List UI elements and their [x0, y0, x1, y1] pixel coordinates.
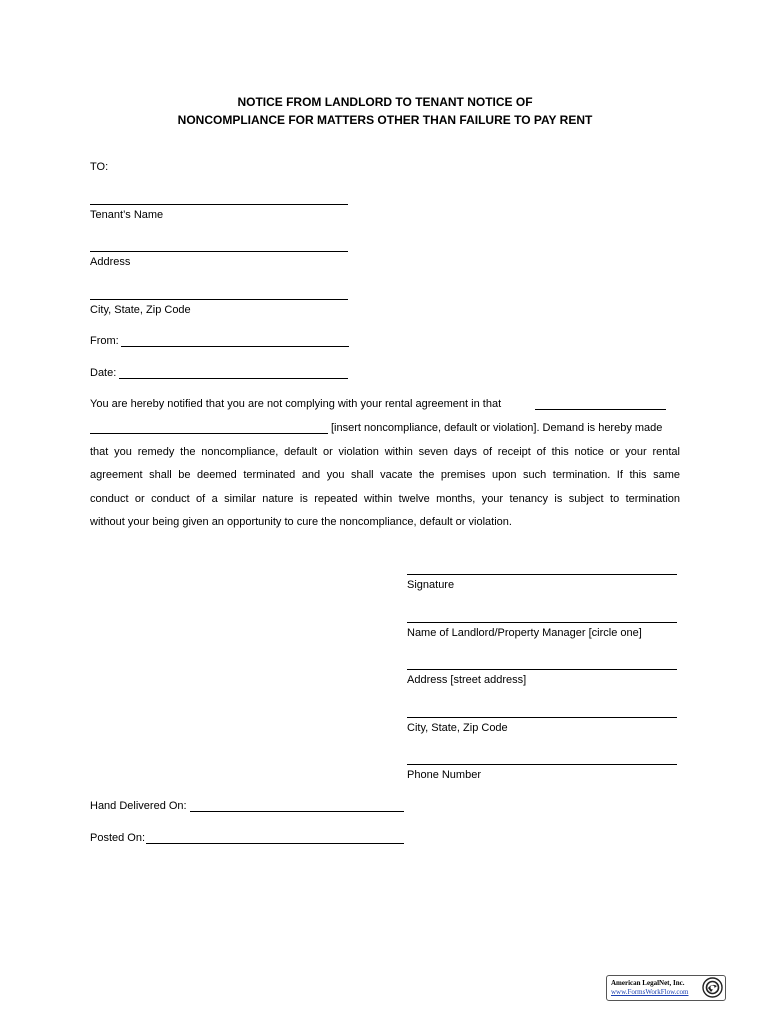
phone-number-label: Phone Number — [407, 769, 481, 781]
logo-company-name: American LegalNet, Inc. — [611, 979, 685, 987]
posted-field[interactable] — [146, 843, 404, 844]
noncompliance-field-part-1[interactable] — [535, 409, 666, 410]
tenant-name-label: Tenant’s Name — [90, 209, 164, 221]
landlord-address-label: Address [street address] — [407, 674, 527, 686]
body-line-1 — [90, 397, 501, 411]
body-line-3: that you remedy the noncompliance, default or violation within seven days of receipt of this notice or your rental — [90, 446, 680, 458]
landlord-city-state-zip-field[interactable] — [407, 717, 677, 718]
body-line-1-text: You are hereby notified that you are not complying with your rental agreement in that — [90, 398, 502, 410]
date-label: Date: — [90, 367, 117, 379]
phone-number-field[interactable] — [407, 764, 677, 765]
from-label: From: — [90, 335, 119, 347]
document-title-line-2: NONCOMPLIANCE FOR MATTERS OTHER THAN FAILURE TO PAY RENT — [177, 113, 593, 127]
tenant-city-state-zip-field[interactable] — [90, 299, 348, 300]
document-title-line-1: NOTICE FROM LANDLORD TO TENANT NOTICE OF — [237, 95, 533, 109]
body-line-4: agreement shall be deemed terminated and you shall vacate the premises upon such termination. If this same — [90, 469, 680, 481]
body-line-2-text: [insert noncompliance, default or violation]. Demand is hereby made — [331, 422, 663, 434]
posted-label: Posted On: — [90, 832, 146, 844]
noncompliance-field-part-2[interactable] — [90, 433, 328, 434]
landlord-city-state-zip-label: City, State, Zip Code — [407, 722, 508, 734]
legalnet-logo-icon — [702, 977, 723, 998]
landlord-address-field[interactable] — [407, 669, 677, 670]
tenant-address-field[interactable] — [90, 251, 348, 252]
hand-delivered-field[interactable] — [190, 811, 404, 812]
american-legalnet-logo[interactable] — [606, 975, 726, 1001]
from-field[interactable] — [121, 346, 349, 347]
tenant-name-field[interactable] — [90, 204, 348, 205]
body-line-6: without your being given an opportunity to cure the noncompliance, default or violation. — [90, 516, 512, 528]
tenant-city-state-zip-label: City, State, Zip Code — [90, 304, 191, 316]
tenant-address-label: Address — [90, 256, 131, 268]
landlord-name-field[interactable] — [407, 622, 677, 623]
hand-delivered-label: Hand Delivered On: — [90, 800, 187, 812]
landlord-name-label: Name of Landlord/Property Manager [circle one] — [407, 627, 642, 639]
signature-field[interactable] — [407, 574, 677, 575]
to-label: TO: — [90, 161, 109, 173]
date-field[interactable] — [119, 378, 348, 379]
body-line-5: conduct or conduct of a similar nature is repeated within twelve months, your tenancy is subject to termination — [90, 493, 680, 505]
signature-label: Signature — [407, 579, 455, 591]
logo-url-link[interactable]: www.FormsWorkFlow.com — [611, 988, 689, 996]
